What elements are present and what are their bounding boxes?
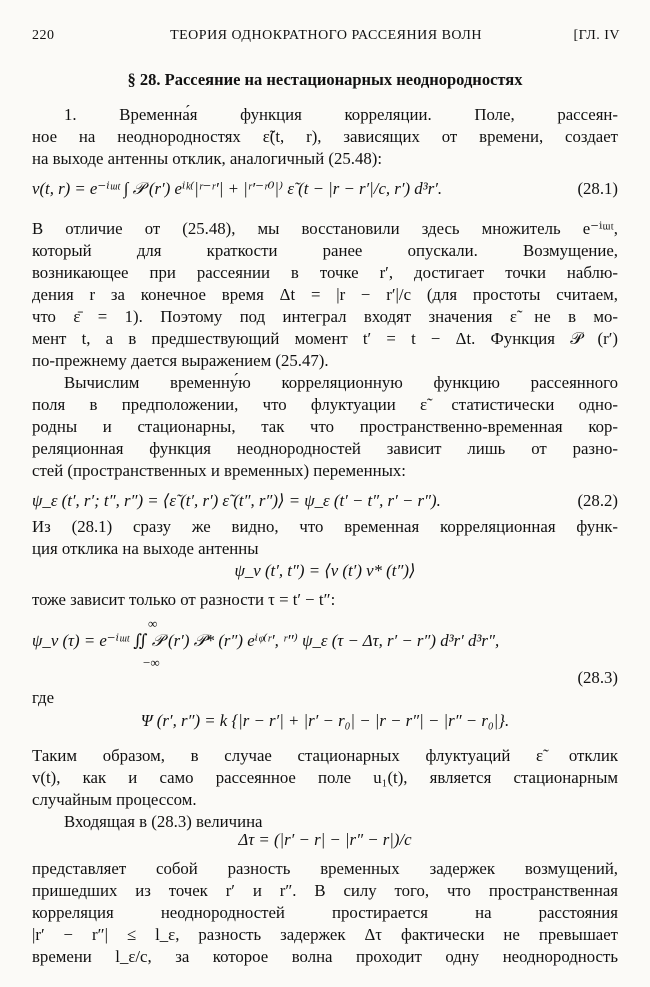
equation-number: (28.1) [577,179,618,198]
chapter-label: [ГЛ. IV [573,28,620,43]
text-line: Входящая в (28.3) величина [64,812,263,831]
text-line: родны и стационарны, так что пространственно-временная кор- [32,417,618,436]
text-line: мент t, а в предшествующий момент t′ = t − Δt. Функция 𝒫 (r′) [32,329,618,348]
text-line: стей (пространственных и временных) переменных: [32,461,406,480]
text-line: Таким образом, в случае стационарных флуктуаций ε̃ отклик [32,746,618,765]
section-title: § 28. Рассеяние на нестационарных неоднородностях [127,70,523,89]
text-line: Вычислим временну́ю корреляционную функцию рассеянного [64,373,618,392]
equation-28-1 [32,178,618,202]
equation-number: (28.3) [577,668,618,687]
equation-28-2 [32,490,618,514]
text-line: дения r за конечное время Δt = |r − r′|/c (для простоты считаем, [32,285,618,304]
text-line: В отличие от (25.48), мы восстановили здесь множитель e⁻ⁱᵚᵗ, [32,219,618,238]
text-line: случайным процессом. [32,790,197,809]
equation-body: ψ_v (τ) = e⁻ⁱᵚᵗ ∬ 𝒫 (r′) 𝒫* (r″) eⁱᵠ⁽ʳ′, ʳ″⁾ ψ_ε (τ − Δτ, r′ − r″) d³r′ d³r″, [32,631,500,650]
equation-body: v(t, r) = e⁻ⁱᵚᵗ ∫ 𝒫 (r′) eⁱᵏ⁽|ʳ⁻ʳ′| + |ʳ′⁻ʳ⁰|⁾ ε̃ (t − |r − r′|/c, r′) d³r′. [32,179,443,198]
text-line: тоже зависит только от разности τ = t′ − t″: [32,590,336,609]
text-line: v(t), как и само рассеянное поле u₁(t), является стационарным [32,768,618,787]
equation-body: ψ_ε (t′, r′; t″, r″) = ⟨ε̃ (t′, r′) ε̃ (t″, r″)⟩ = ψ_ε (t′ − t″, r′ − r″). [32,491,441,510]
text-line: 1. Временна́я функция корреляции. Поле, рассеян- [64,105,618,124]
equation-delta-tau: Δτ = (|r′ − r| − |r″ − r|)/c [238,830,412,849]
equation-psi: Ψ (r′, r″) = k {|r − r′| + |r′ − r₀| − |r − r″| − |r″ − r₀|}. [140,711,510,730]
text-line: корреляция неоднородностей простирается на расстояния [32,903,618,922]
text-line: |r′ − r″| ≤ l_ε, разность задержек Δτ фактически не превышает [32,925,618,944]
text-line: где [32,688,55,707]
equation-body-wrap [32,630,618,654]
text-line: реляционная функция неоднородностей зависит лишь от разно- [32,439,618,458]
text-line: что ε̄ = 1). Поэтому под интеграл входят значения ε̃ не в мо- [32,307,618,326]
text-line: времени l_ε/c, за которое волна проходит одну неоднородность [32,947,618,966]
text-line: по-прежнему дается выражением (25.47). [32,351,329,370]
text-line: возникающее при рассеянии в точке r′, достигает точки наблю- [32,263,618,282]
equation-correlation: ψ_v (t′, t″) = ⟨v (t′) v* (t″)⟩ [234,561,416,580]
integral-upper-limit: ∞ [148,616,158,631]
text-line: ное на неоднородностях ε̃(t, r), зависящих от времени, создает [32,127,618,146]
text-line: ция отклика на выходе антенны [32,539,259,558]
integral-lower-limit: −∞ [143,655,160,670]
text-line: который для краткости ранее опускали. Возмущение, [32,241,618,260]
page-number: 220 [32,28,55,43]
text-line: на выходе антенны отклик, аналогичный (25.48): [32,149,382,168]
text-line: пришедших из точек r′ и r″. В силу того, что пространственная [32,881,618,900]
running-title: ТЕОРИЯ ОДНОКРАТНОГО РАССЕЯНИЯ ВОЛН [170,28,482,43]
text-line: поля в предположении, что флуктуации ε̃ статистически одно- [32,395,618,414]
text-line: Из (28.1) сразу же видно, что временная корреляционная функ- [32,517,618,536]
equation-number: (28.2) [577,491,618,510]
text-line: представляет собой разность временных задержек возмущений, [32,859,618,878]
page-header [32,28,620,50]
